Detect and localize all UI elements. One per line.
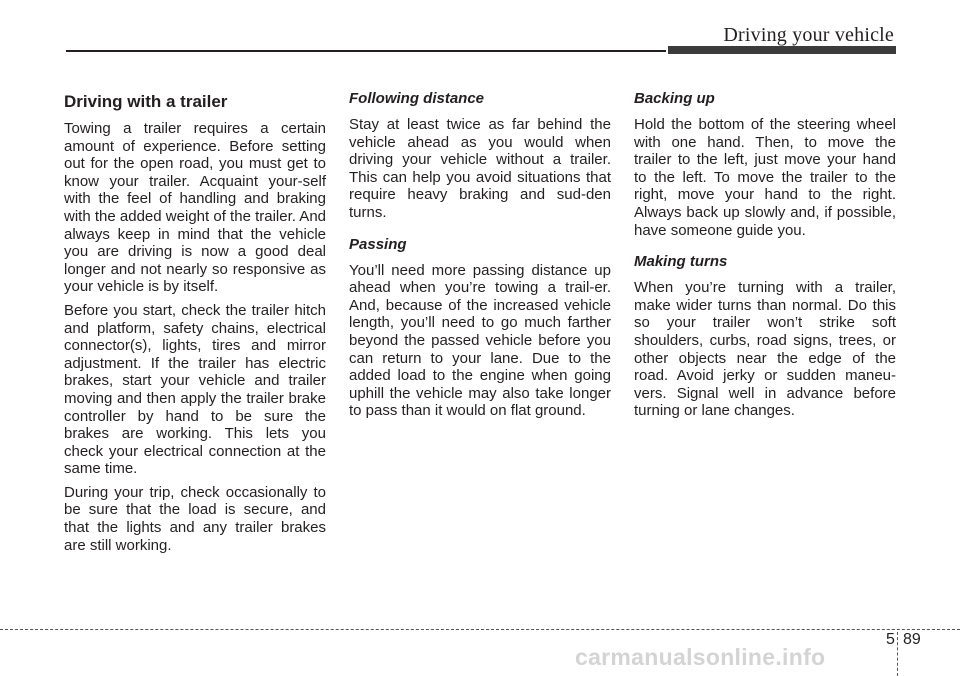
paragraph-backing-up: Hold the bottom of the steering wheel with one hand. Then, to move the trailer to the left, just move your hand to the left. To move the trailer to the right, move your hand to the right. Always back up slowly and, if possible, have someone guide you. [634,116,896,239]
section-title: Driving your vehicle [723,24,894,46]
heading-passing: Passing [349,235,407,253]
heading-following-distance: Following distance [349,90,485,107]
paragraph-before-start: Before you start, check the trailer hitch and platform, safety chains, electrical connector(s), lights, tires and mirror adjustment. If the trailer has electric brakes, start your vehicle and trailer moving and then apply the trailer brake controller by hand to be sure the brakes are working. This lets you check your electrical connection at the same time. [64,301,326,478]
footer-rule [0,629,960,630]
paragraph-making-turns: When you’re turning with a trailer, make wider turns than normal. Do this so your trailer won’t strike soft shoulders, curbs, road signs, trees, or other objects near the edge of the road. Avoid jerky or sudden maneu-vers. Signal well in advance before turning or lane changes. [634,279,896,420]
heading-backing-up: Backing up [634,90,715,107]
column-1 [64,90,326,560]
column-2 [349,90,611,426]
paragraph-following-distance: Stay at least twice as far behind the vehicle ahead as you would when driving your vehicle without a trailer. This can help you avoid situations that require heavy braking and sud-den turns. [349,116,611,221]
page-number-divider [897,632,898,676]
paragraph-experience: Towing a trailer requires a certain amount of experience. Before setting out for the open road, you must get to know your trailer. Acquaint your-self with the feel of handling and braking with the added weight of the trailer. And always keep in mind that the vehicle you are driving is now a good deal longer and not nearly so responsive as your vehicle is by itself. [64,120,326,296]
paragraph-passing: You’ll need more passing distance up ahead when you’re towing a trail-er. And, because of the increased vehicle length, you’ll need to go much farther beyond the passed vehicle before you can return to your lane. Due to the added load to the engine when going uphill the vehicle may also take longer to pass than it would on flat ground. [349,261,611,420]
heading-driving-with-trailer: Driving with a trailer [64,92,228,111]
chapter-number: 5 [886,631,895,648]
header-rule [66,50,666,52]
heading-making-turns: Making turns [634,253,728,271]
header-bar [668,46,896,54]
paragraph-during-trip: During your trip, check occasionally to be sure that the load is secure, and that the lights and any trailer brakes are still working. [64,483,326,554]
column-3 [634,90,896,426]
page-number: 89 [903,631,921,648]
watermark: carmanualsonline.info [575,644,826,670]
